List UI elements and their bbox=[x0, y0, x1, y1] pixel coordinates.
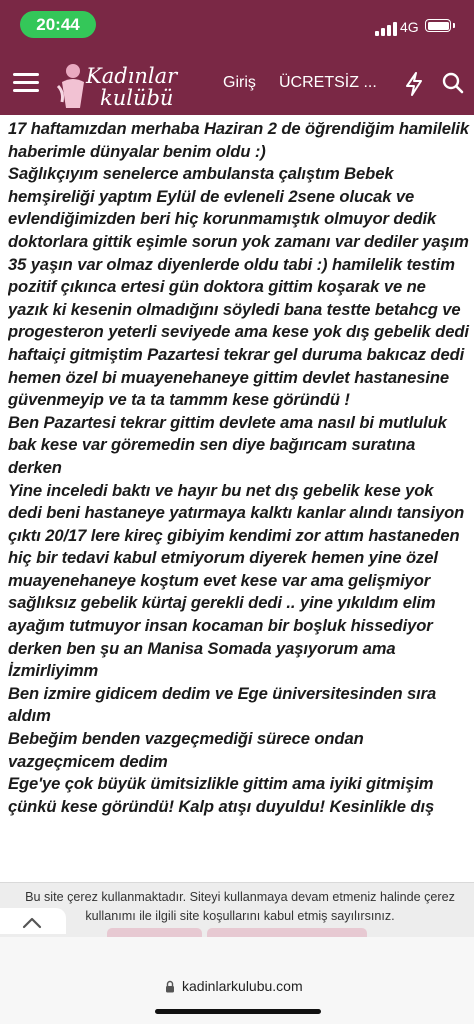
network-type: 4G bbox=[400, 19, 419, 35]
collapse-tab[interactable] bbox=[0, 908, 66, 934]
lightning-icon[interactable] bbox=[404, 72, 424, 96]
lock-icon bbox=[165, 980, 175, 993]
logo-text-bottom: kulübü bbox=[100, 86, 174, 110]
home-indicator bbox=[155, 1009, 321, 1014]
clock-pill: 20:44 bbox=[20, 11, 96, 38]
hamburger-menu-icon[interactable] bbox=[13, 71, 39, 95]
site-logo[interactable] bbox=[56, 62, 178, 110]
chevron-up-icon bbox=[0, 908, 66, 934]
logo-text-top: Kadınlar bbox=[86, 64, 178, 88]
article-body bbox=[8, 118, 470, 888]
article-text: 17 haftamızdan merhaba Haziran 2 de öğrendiğim hamilelik haberimle dünyalar benim oldu :) Sağlıkçıyım senelerce ambulansta çalıştım Bebek hemşireliği yaptım Eylül de evleneli 2sene olucak ve evlendiğimizden beri hiç korunmamıştık olmuyor dedik doktorlara gittik eşimle sorun yok zamanı var dediler yaşım 35 yaşın var olmaz diyenlerde oldu tabi :) hamilelik testim pozitif çıkınca ertesi gün doktora gittim koşarak ve ne yazık ki kesenin olmadığını söyledi bana testte betahcg ve progesteron yeterli seviyede ama kese yok dış gebelik dedi haftaiçi gitmiştim Pazartesi tekrar gel duruma bakıcaz dedi hemen özel bi muayenehaneye gittim devlet hastanesine güvenmeyip ve ta ta tammm kese göründü ! Ben Pazartesi tekrar gittim devlete ama nasıl bi mutluluk bak kese var göremedin sen diye bağırıcam suratına derken Yine inceledi baktı ve hayır bu net dış gebelik kese yok dedi beni hastaneye yatırmaya kalktı kanlar alındı tansiyon çıktı 20/17 lere kireç gibiyim kendimi zor attım hastaneden hiç bir tedavi kabul etmiyorum diyerek hemen yine özel muayenehaneye koştum evet kese var ama gelişmiyor sağlıksız gebelik kürtaj gerekli dedi .. yine yıkıldım elim ayağım tutmuyor insan kocaman bir boşluk hissediyor derken ben şu an Manisa Somada yaşıyorum ama İzmirliyimm Ben izmire gidicem dedim ve Ege üniversitesinden sıra aldım Bebeğim benden vazgeçmediği sürece ondan vazgeçmicem dedim Ege'ye çok büyük ümitsizlikle gittim ama iyiki gitmişim çünkü kese göründü! Kalp atışı duyuldu! Kesinlikle dış bbox=[8, 119, 470, 816]
free-signup-link[interactable]: ÜCRETSİZ ... bbox=[279, 74, 377, 91]
battery-cap bbox=[453, 23, 455, 28]
signal-icon bbox=[375, 22, 397, 36]
battery-icon bbox=[425, 19, 451, 32]
status-bar bbox=[0, 0, 474, 56]
site-header bbox=[0, 56, 474, 115]
cookie-message: Bu site çerez kullanmaktadır. Siteyi kullanmaya devam etmeniz halinde çerez kullanımı ile ilgili site koşullarını kabul etmiş sayılırsınız. bbox=[25, 890, 455, 923]
logo-figure-icon bbox=[56, 62, 90, 110]
login-link[interactable]: Giriş bbox=[223, 74, 256, 91]
search-icon[interactable] bbox=[442, 72, 464, 94]
url-text: kadinlarkulubu.com bbox=[182, 978, 303, 994]
